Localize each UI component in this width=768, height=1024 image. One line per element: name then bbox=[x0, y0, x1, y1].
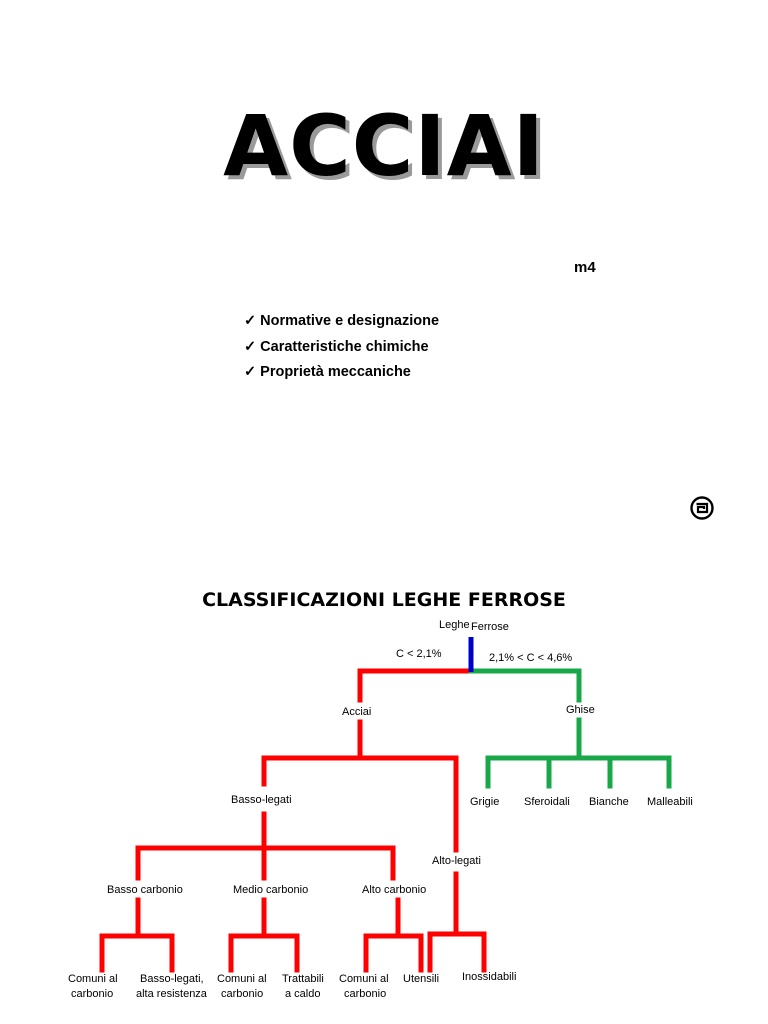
node-medio-carbonio: Medio carbonio bbox=[233, 884, 309, 896]
check-icon: ✓ bbox=[244, 338, 257, 355]
leaf-comuni-1-line1: Comuni al bbox=[68, 973, 118, 985]
leaf-basso-legati-line1: Basso-legati, bbox=[140, 973, 204, 985]
check-icon: ✓ bbox=[244, 364, 257, 380]
node-basso-carbonio: Basso carbonio bbox=[107, 884, 183, 896]
connector bbox=[430, 934, 484, 970]
diagram-title: CLASSIFICAZIONI LEGHE FERROSE bbox=[202, 589, 566, 611]
connector bbox=[488, 758, 669, 786]
connector bbox=[264, 758, 456, 850]
cast-iron-branch-lines bbox=[471, 671, 669, 786]
leaf-comuni-3-line2: carbonio bbox=[344, 988, 387, 1000]
list-item-label: Caratteristiche chimiche bbox=[260, 338, 429, 355]
module-code: m4 bbox=[574, 259, 596, 276]
leaf-basso-legati-line2: alta resistenza bbox=[136, 988, 207, 1000]
node-alto-carbonio: Alto carbonio bbox=[362, 884, 427, 896]
connector bbox=[360, 671, 471, 700]
node-root-label-b: Ferrose bbox=[471, 621, 509, 633]
leaf-comuni-3-line1: Comuni al bbox=[339, 973, 389, 985]
node-sferoidali: Sferoidali bbox=[524, 796, 570, 808]
leaf-inossidabili: Inossidabili bbox=[462, 971, 517, 983]
connector bbox=[366, 936, 421, 970]
node-basso-legati: Basso-legati bbox=[231, 794, 292, 806]
steel-branch-lines bbox=[102, 671, 484, 970]
node-grigie: Grigie bbox=[470, 796, 500, 808]
node-acciai: Acciai bbox=[342, 706, 372, 718]
node-malleabili: Malleabili bbox=[647, 796, 693, 808]
branch-condition-right: 2,1% < C < 4,6% bbox=[489, 652, 573, 664]
page-title: ACCIAI bbox=[223, 97, 545, 195]
leaf-trattabili-line2: a caldo bbox=[285, 988, 321, 1000]
leaf-comuni-1-line2: carbonio bbox=[71, 988, 114, 1000]
leaf-comuni-2-line2: carbonio bbox=[221, 988, 264, 1000]
connector bbox=[231, 936, 297, 970]
connector bbox=[471, 671, 579, 700]
connector bbox=[102, 936, 172, 970]
leaf-trattabili-line1: Trattabili bbox=[282, 973, 324, 985]
node-ghise: Ghise bbox=[566, 704, 595, 716]
leaf-comuni-2-line1: Comuni al bbox=[217, 973, 267, 985]
check-icon: ✓ bbox=[244, 313, 257, 329]
node-alto-legati: Alto-legati bbox=[432, 855, 481, 867]
list-item-label: Proprietà meccaniche bbox=[260, 364, 411, 380]
list-item-label: Normative e designazione bbox=[260, 313, 440, 329]
branch-condition-left: C < 2,1% bbox=[396, 648, 442, 660]
node-bianche: Bianche bbox=[589, 796, 629, 808]
node-root-label-a: Leghe bbox=[439, 619, 470, 631]
leaf-utensili: Utensili bbox=[403, 973, 440, 985]
